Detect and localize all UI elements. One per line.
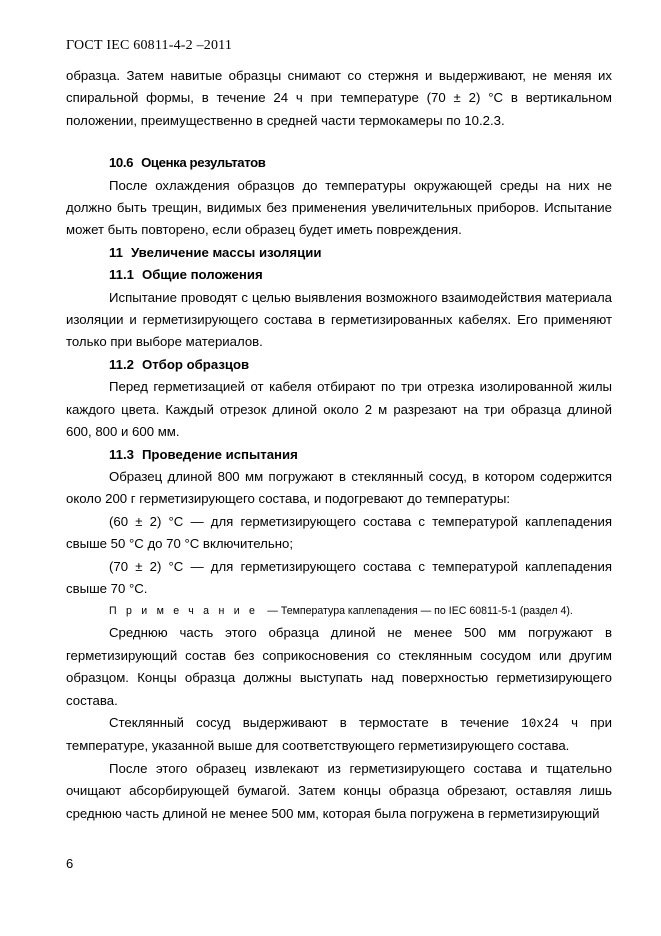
note-text: — Температура каплепадения — по IEC 60811-5-1 (раздел 4). (267, 605, 573, 618)
paragraph-condition-60: (60 ± 2) °С — для герметизирующего состава с температурой каплепадения свыше 50 °С до 70 °С включительно; (66, 513, 612, 552)
paragraph-condition-70: (70 ± 2) °С — для герметизирующего состава с температурой каплепадения свыше 70 °С. (66, 558, 612, 596)
paragraph: Среднюю часть этого образца длиной не менее 500 мм погружают в герметизирующий состав без соприкосновения со стеклянным сосудом или другим образцом. Концы образца должны выступать над поверхностью герметизирующего состава. (66, 625, 612, 708)
paragraph: Перед герметизацией от кабеля отбирают по три отрезка изолированной жилы каждого цвета. Каждый отрезок длиной около 2 м разрезают на три образца длиной 600, 800 и 600 мм. (66, 379, 612, 440)
paragraph-continuation: образца. Затем навитые образцы снимают со стержня и выдерживают, не меняя их спиральной формы, в течение 24 ч при температуре (70 ± 2) °С в вертикальном положении, преимущественно в средней части термокамеры по 10.2.3. (66, 68, 612, 128)
paragraph: Образец длиной 800 мм погружают в стеклянный сосуд, в котором содержится около 200 г герметизирующего состава, и подогревают до температуры: (66, 468, 612, 507)
section-number: 11.2 (109, 356, 134, 372)
section-heading-11-3 (66, 444, 612, 466)
section-title: Оценка результатов (141, 155, 266, 171)
section-heading-11-2 (66, 354, 612, 376)
section-heading-10-6 (66, 152, 612, 174)
section-title: Проведение испытания (141, 446, 298, 462)
paragraph-text: ч при температуре, указанной выше для соответствующего герметизирующего состава. (66, 714, 612, 754)
paragraph-text: Стеклянный сосуд выдерживают в термостате в течение (109, 714, 509, 730)
document-body (66, 65, 612, 825)
note (66, 600, 612, 622)
paragraph: После этого образец извлекают из герметизирующего состава и тщательно очищают абсорбирующей бумагой. Затем концы образца обрезают, оставляя лишь среднюю часть длиной не менее 500 мм, которая была погружена в герметизирующий (66, 760, 612, 821)
paragraph (66, 712, 612, 758)
paragraph: После охлаждения образцов до температуры окружающей среды на них не должно быть трещин, видимых без применения увеличительных приборов. Испытание может быть повторено, если образец будет иметь повреждения. (66, 177, 612, 238)
section-heading-11-1 (66, 264, 612, 286)
section-number: 10.6 (109, 155, 134, 171)
section-number: 11 (109, 244, 123, 260)
section-title: Увеличение массы изоляции (130, 244, 322, 260)
section-number: 11.3 (109, 446, 134, 462)
paragraph: Испытание проводят с целью выявления возможного взаимодействия материала изоляции и герметизирующего состава в герметизированных кабелях. Его применяют только при выборе материалов. (66, 289, 612, 350)
page-number: 6 (66, 856, 74, 871)
section-number: 11.1 (109, 267, 134, 283)
document-header: ГОСТ IEC 60811-4-2 –2011 (66, 38, 233, 53)
duration-value: 10х24 (521, 716, 559, 731)
note-label: Примечание (109, 605, 265, 618)
section-heading-11 (66, 242, 612, 264)
section-title: Общие положения (141, 267, 263, 283)
section-title: Отбор образцов (141, 356, 250, 372)
